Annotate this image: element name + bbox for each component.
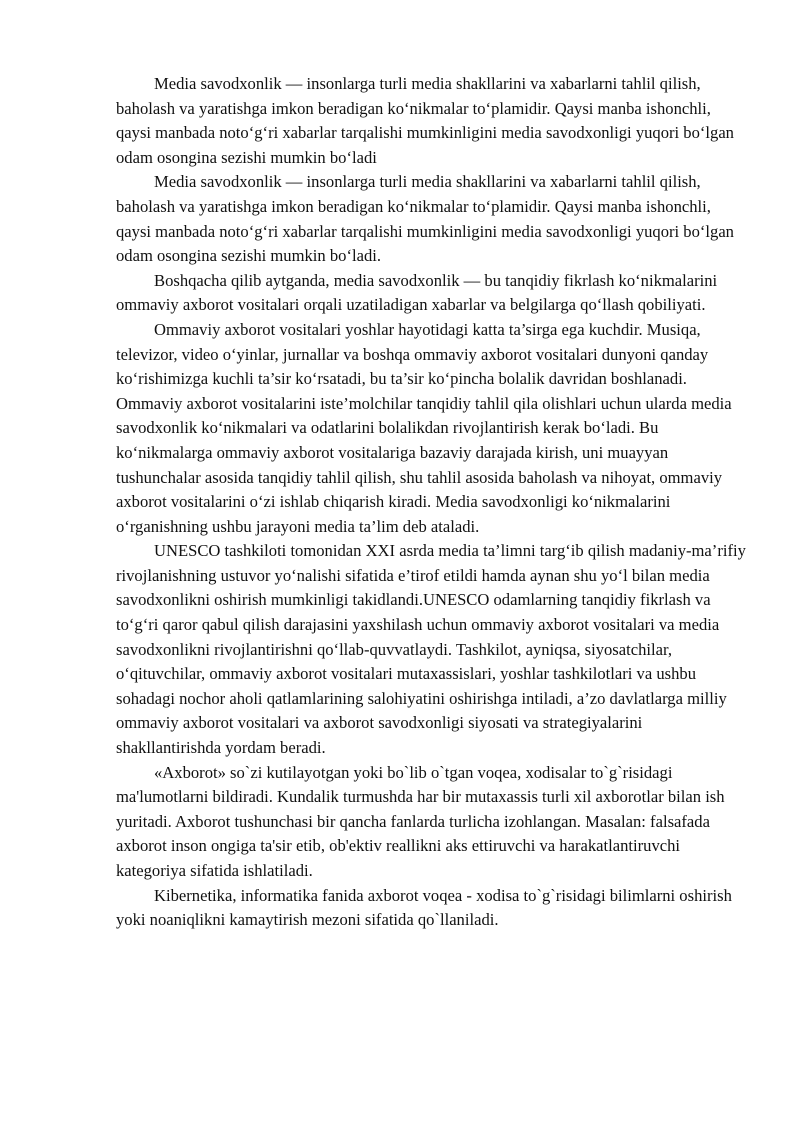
paragraph: Boshqacha qilib aytganda, media savodxonlik — bu tanqidiy fikrlash ko‘nikmalarini ommaviy axborot vositalari orqali uzatiladigan xabarlar va belgilarga qo‘llash qobiliyati. <box>116 270 718 315</box>
paragraph: Media savodxonlik — insonlarga turli media shakllarini va xabarlarni tahlil qilish, baholash va yaratishga imkon beradigan ko‘nikmalar to‘plamidir. Qaysi manba ishonchli, qaysi manbada noto‘g‘ri xabarlar tarqalishi mumkinligini media savodxonligi yuqori bo‘lgan odam osongina sezishi mumkin bo‘ladi <box>116 74 734 167</box>
paragraph: UNESCO tashkiloti tomonidan XXI asrda media ta’limni targ‘ib qilish madaniy-ma’rifiy rivojlanishning ustuvor yo‘nalishi sifatida e’tirof etildi hamda aynan shu yo‘l bilan media savodxonlikni oshirish mumkinligi takidlandi.UNESCO odamlarning tanqidiy fikrlash va to‘g‘ri qaror qabul qilish darajasini yaxshilash uchun ommaviy axborot vositalari va media savodxonlikni rivojlantirishni qo‘llab-quvvatlaydi. Tashkilot, ayniqsa, siyosatchilar, o‘qituvchilar, ommaviy axborot vositalari mutaxassislari, yoshlar tashkilotlari va ushbu sohadagi nochor aholi qatlamlarining salohiyatini oshirishga intiladi, a’zo davlatlarga milliy ommaviy axborot vositalari va axborot savodxonligi siyosati va strategiyalarini shakllantirishda yordam beradi. <box>116 541 746 758</box>
paragraph: Ommaviy axborot vositalari yoshlar hayotidagi katta ta’sirga ega kuchdir. Musiqa, televizor, video o‘yinlar, jurnallar va boshqa ommaviy axborot vositalari dunyoni qanday ko‘rishimizga kuchli ta’sir ko‘rsatadi, bu ta’sir ko‘pincha bolalik davridan boshlanadi. Ommaviy axborot vositalarini iste’molchilar tanqidiy tahlil qila olishlari uchun ularda media savodxonlik ko‘nikmalari va odatlarini bolalikdan rivojlantirish kerak bo‘ladi. Bu ko‘nikmalarga ommaviy axborot vositalariga bazaviy darajada kirish, uni muayyan tushunchalar asosida tanqidiy tahlil qilish, shu tahlil asosida baholash va nihoyat, ommaviy axborot vositalarini o‘zi ishlab chiqarish kiradi. Media savodxonligi ko‘nikmalarini o‘rganishning ushbu jarayoni media ta’lim deb ataladi. <box>116 319 732 536</box>
document-body <box>116 72 746 933</box>
paragraph: Media savodxonlik — insonlarga turli media shakllarini va xabarlarni tahlil qilish, baholash va yaratishga imkon beradigan ko‘nikmalar to‘plamidir. Qaysi manba ishonchli, qaysi manbada noto‘g‘ri xabarlar tarqalishi mumkinligini media savodxonligi yuqori bo‘lgan odam osongina sezishi mumkin bo‘ladi. <box>116 172 734 266</box>
paragraph: «Axborot» so`zi kutilayotgan yoki bo`lib o`tgan voqea, xodisalar to`g`risidagi ma'lumotlarni bildiradi. Kundalik turmushda har bir mutaxassis turli xil axborotlar bilan ish yuritadi. Axborot tushunchasi bir qancha fanlarda turlicha izohlangan. Masalan: falsafada axborot inson ongiga ta'sir etib, ob'ektiv reallikni aks ettiruvchi va harakatlantiruvchi kategoriya sifatida ishlatiladi. <box>116 762 725 880</box>
paragraph: Kibernetika, informatika fanida axborot voqea - xodisa to`g`risidagi bilimlarni oshirish yoki noaniqlikni kamaytirish mezoni sifatida qo`llaniladi. <box>116 885 732 930</box>
